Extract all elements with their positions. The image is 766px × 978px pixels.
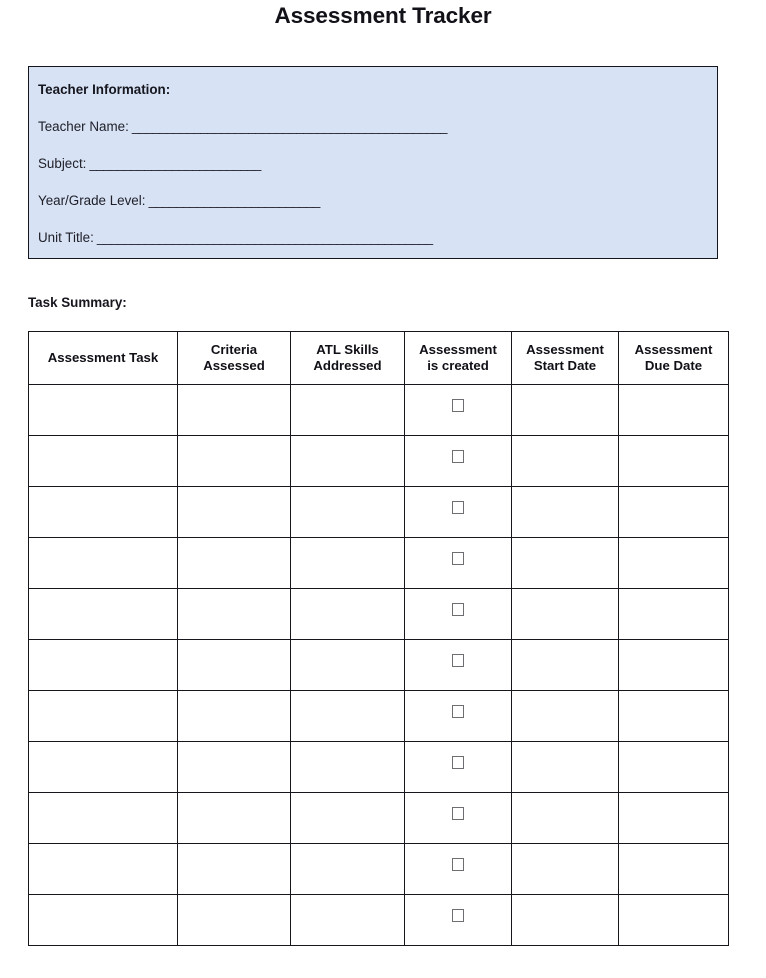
table-column-header	[512, 332, 619, 385]
checkbox-icon[interactable]	[452, 909, 464, 922]
table-column-header-line: Assessment	[526, 342, 604, 358]
table-row	[29, 436, 729, 487]
table-row	[29, 844, 729, 895]
table-cell-assessment-task[interactable]	[29, 589, 178, 640]
teacher-info-field-label: Teacher Name:	[38, 119, 129, 135]
checkbox-icon[interactable]	[452, 450, 464, 463]
table-cell-assessment-due-date[interactable]	[619, 895, 729, 946]
table-cell-criteria-assessed[interactable]	[178, 589, 291, 640]
teacher-info-field	[38, 119, 717, 135]
table-cell-atl-skills-addressed[interactable]	[291, 793, 405, 844]
table-row	[29, 742, 729, 793]
table-column-header-line: Assessment Task	[47, 350, 159, 366]
table-cell-assessment-task[interactable]	[29, 385, 178, 436]
assessment-tracker-table	[28, 331, 729, 946]
teacher-info-field-label: Subject:	[38, 156, 87, 172]
teacher-information-heading: Teacher Information:	[38, 82, 171, 97]
table-cell-atl-skills-addressed[interactable]	[291, 436, 405, 487]
teacher-information-box	[28, 66, 718, 259]
assessment-created-cell[interactable]	[405, 436, 512, 487]
table-cell-assessment-due-date[interactable]	[619, 487, 729, 538]
table-column-header-line: Due Date	[644, 358, 703, 373]
table-cell-assessment-start-date[interactable]	[512, 742, 619, 793]
checkbox-icon[interactable]	[452, 756, 464, 769]
table-cell-assessment-start-date[interactable]	[512, 538, 619, 589]
table-row	[29, 691, 729, 742]
table-cell-assessment-due-date[interactable]	[619, 844, 729, 895]
assessment-created-cell[interactable]	[405, 742, 512, 793]
table-cell-assessment-start-date[interactable]	[512, 385, 619, 436]
table-row	[29, 385, 729, 436]
table-column-header-line: Assessment	[419, 342, 497, 358]
table-row	[29, 640, 729, 691]
table-column-header-line: Assessment	[634, 342, 713, 358]
table-column-header	[178, 332, 291, 385]
table-cell-assessment-task[interactable]	[29, 742, 178, 793]
table-cell-assessment-task[interactable]	[29, 640, 178, 691]
assessment-created-cell[interactable]	[405, 538, 512, 589]
assessment-created-cell[interactable]	[405, 691, 512, 742]
table-column-header-line: Criteria	[210, 342, 258, 358]
table-cell-assessment-start-date[interactable]	[512, 589, 619, 640]
table-cell-criteria-assessed[interactable]	[178, 742, 291, 793]
table-row	[29, 538, 729, 589]
table-cell-assessment-start-date[interactable]	[512, 691, 619, 742]
checkbox-icon[interactable]	[452, 807, 464, 820]
teacher-information-fields	[38, 119, 717, 246]
table-cell-assessment-start-date[interactable]	[512, 895, 619, 946]
table-cell-criteria-assessed[interactable]	[178, 691, 291, 742]
teacher-info-field-blank-line[interactable]: ______________________________________________	[128, 119, 447, 135]
checkbox-icon[interactable]	[452, 705, 464, 718]
table-cell-assessment-task[interactable]	[29, 793, 178, 844]
table-cell-assessment-due-date[interactable]	[619, 793, 729, 844]
table-row	[29, 487, 729, 538]
table-column-header	[619, 332, 729, 385]
table-cell-assessment-task[interactable]	[29, 487, 178, 538]
table-cell-criteria-assessed[interactable]	[178, 538, 291, 589]
table-header-row	[29, 332, 729, 385]
assessment-created-cell[interactable]	[405, 385, 512, 436]
teacher-info-field	[38, 193, 717, 209]
table-cell-atl-skills-addressed[interactable]	[291, 487, 405, 538]
table-cell-assessment-due-date[interactable]	[619, 640, 729, 691]
table-cell-atl-skills-addressed[interactable]	[291, 895, 405, 946]
assessment-created-cell[interactable]	[405, 589, 512, 640]
teacher-info-field	[38, 230, 717, 246]
teacher-info-field-blank-line[interactable]: _________________________	[86, 156, 261, 172]
assessment-created-cell[interactable]	[405, 844, 512, 895]
table-cell-assessment-start-date[interactable]	[512, 436, 619, 487]
teacher-info-field-blank-line[interactable]: _________________________________________________	[93, 230, 433, 246]
teacher-info-field-label: Year/Grade Level:	[38, 193, 146, 209]
teacher-info-field	[38, 156, 717, 172]
checkbox-icon[interactable]	[452, 858, 464, 871]
table-cell-assessment-start-date[interactable]	[512, 487, 619, 538]
table-cell-assessment-due-date[interactable]	[619, 436, 729, 487]
assessment-created-cell[interactable]	[405, 640, 512, 691]
task-summary-label: Task Summary:	[28, 295, 127, 310]
table-cell-assessment-due-date[interactable]	[619, 589, 729, 640]
page-title: Assessment Tracker	[274, 3, 492, 28]
checkbox-icon[interactable]	[452, 501, 464, 514]
table-cell-atl-skills-addressed[interactable]	[291, 691, 405, 742]
table-cell-criteria-assessed[interactable]	[178, 487, 291, 538]
table-cell-criteria-assessed[interactable]	[178, 895, 291, 946]
table-column-header-line: ATL Skills	[316, 342, 379, 358]
table-column-header-line: Assessed	[203, 358, 265, 373]
table-cell-assessment-task[interactable]	[29, 538, 178, 589]
table-column-header-line: Start Date	[533, 358, 597, 373]
checkbox-icon[interactable]	[452, 654, 464, 667]
table-cell-assessment-due-date[interactable]	[619, 742, 729, 793]
table-cell-atl-skills-addressed[interactable]	[291, 538, 405, 589]
table-cell-assessment-start-date[interactable]	[512, 844, 619, 895]
table-row	[29, 793, 729, 844]
table-cell-criteria-assessed[interactable]	[178, 793, 291, 844]
assessment-created-cell[interactable]	[405, 793, 512, 844]
table-cell-assessment-task[interactable]	[29, 844, 178, 895]
table-row	[29, 895, 729, 946]
table-cell-atl-skills-addressed[interactable]	[291, 742, 405, 793]
table-cell-atl-skills-addressed[interactable]	[291, 385, 405, 436]
table-cell-atl-skills-addressed[interactable]	[291, 589, 405, 640]
table-column-header	[291, 332, 405, 385]
table-cell-criteria-assessed[interactable]	[178, 844, 291, 895]
table-cell-criteria-assessed[interactable]	[178, 436, 291, 487]
checkbox-icon[interactable]	[452, 399, 464, 412]
table-cell-assessment-start-date[interactable]	[512, 793, 619, 844]
table-column-header	[29, 332, 178, 385]
assessment-created-cell[interactable]	[405, 895, 512, 946]
table-cell-atl-skills-addressed[interactable]	[291, 640, 405, 691]
assessment-created-cell[interactable]	[405, 487, 512, 538]
table-row	[29, 589, 729, 640]
table-column-header-line: Addressed	[313, 358, 382, 373]
table-column-header-line: is created	[427, 358, 489, 373]
teacher-info-field-label: Unit Title:	[38, 230, 94, 246]
table-column-header	[405, 332, 512, 385]
table-cell-criteria-assessed[interactable]	[178, 640, 291, 691]
teacher-info-field-blank-line[interactable]: _________________________	[145, 193, 320, 209]
table-cell-assessment-due-date[interactable]	[619, 691, 729, 742]
table-cell-atl-skills-addressed[interactable]	[291, 844, 405, 895]
table-cell-assessment-task[interactable]	[29, 895, 178, 946]
checkbox-icon[interactable]	[452, 603, 464, 616]
table-cell-assessment-due-date[interactable]	[619, 538, 729, 589]
table-body	[29, 385, 729, 946]
table-cell-assessment-task[interactable]	[29, 691, 178, 742]
table-cell-assessment-start-date[interactable]	[512, 640, 619, 691]
checkbox-icon[interactable]	[452, 552, 464, 565]
table-cell-criteria-assessed[interactable]	[178, 385, 291, 436]
table-cell-assessment-task[interactable]	[29, 436, 178, 487]
table-cell-assessment-due-date[interactable]	[619, 385, 729, 436]
